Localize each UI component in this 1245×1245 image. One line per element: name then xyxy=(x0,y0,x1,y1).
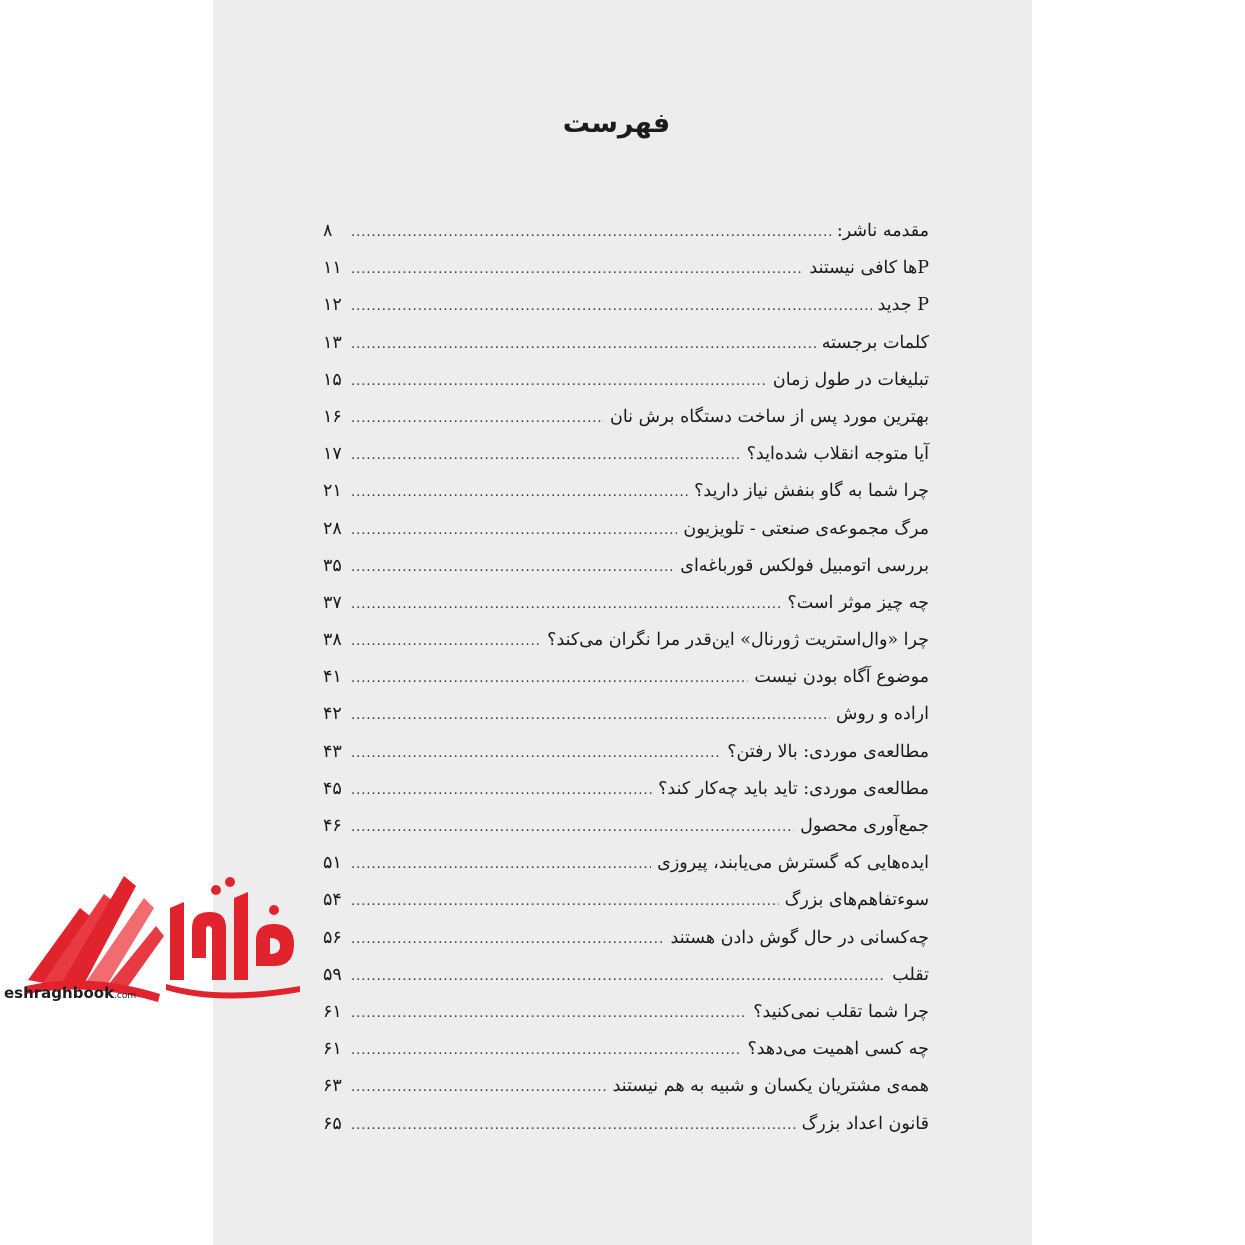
toc-entry-title: چرا شما به گاو بنفش نیاز دارید؟ xyxy=(694,481,929,502)
toc-entry-page: ۱۱ xyxy=(323,258,342,279)
toc-entry-title: چه کسی اهمیت می‌دهد؟ xyxy=(747,1039,929,1060)
toc-entry-title: همه‌ی مشتریان یکسان و شبیه به هم نیستند xyxy=(612,1076,929,1097)
toc-entry-page: ۴۶ xyxy=(323,816,342,836)
toc-leader-dots xyxy=(351,1107,796,1144)
toc-leader-dots xyxy=(351,660,748,697)
toc-entry-page: ۴۳ xyxy=(323,741,342,762)
toc-entry-title: کلمات برجسته xyxy=(821,332,929,353)
toc-entry-page: ۳۸ xyxy=(323,630,342,651)
toc-entry-page: ۴۲ xyxy=(323,704,342,725)
toc-entry-page: ۱۵ xyxy=(323,369,342,390)
toc-entry-title: بررسی اتومبیل فولکس قورباغه‌ای xyxy=(680,555,929,576)
toc-leader-dots xyxy=(351,437,741,474)
toc-entry-title: Pها کافی نیستند xyxy=(809,258,929,279)
toc-leader-dots xyxy=(351,549,674,586)
toc-entry-title: قانون اعداد بزرگ xyxy=(801,1113,929,1134)
toc-entry-page: ۳۵ xyxy=(323,555,342,576)
toc-entry-title: چرا «وال‌استریت ژورنال» این‌قدر مرا نگران می‌کند؟ xyxy=(547,630,929,651)
toc-entry-title: ایده‌هایی که گسترش می‌یابند، پیروزی xyxy=(657,853,929,874)
toc-leader-dots xyxy=(351,809,794,846)
toc-entry xyxy=(323,250,929,287)
toc-entry xyxy=(323,287,929,324)
toc-entry-page: ۵۴ xyxy=(323,890,342,911)
toc-entry-title: مطالعه‌ی موردی: بالا رفتن؟ xyxy=(727,741,929,762)
toc-leader-dots xyxy=(351,512,677,549)
watermark-site xyxy=(4,984,136,1002)
toc-entry-page: ۵۶ xyxy=(323,927,342,948)
toc-entry-page: ۱۳ xyxy=(323,332,342,353)
toc-leader-dots xyxy=(351,995,747,1032)
toc-entry-title: بهترین مورد پس از ساخت دستگاه برش نان xyxy=(610,406,929,427)
toc-leader-dots xyxy=(351,474,688,511)
toc-entry-page: ۴۵ xyxy=(323,778,342,799)
toc-leader-dots xyxy=(351,1069,607,1106)
watermark-site-domain: .com xyxy=(114,991,137,1001)
toc-entry-title: تبلیغات در طول زمان xyxy=(772,369,929,390)
toc-entry-title: جمع‌آوری محصول xyxy=(800,816,929,836)
toc-entry-title: مطالعه‌ی موردی: تاید باید چه‌کار کند؟ xyxy=(658,778,929,799)
toc-leader-dots xyxy=(351,846,651,883)
toc-entry xyxy=(323,808,929,845)
toc-leader-dots xyxy=(351,288,872,325)
toc-leader-dots xyxy=(351,921,665,958)
toc-entry xyxy=(323,994,929,1031)
toc-entry xyxy=(323,1031,929,1068)
toc-entry-page: ۶۳ xyxy=(323,1076,342,1097)
toc-entry-title: مقدمه ناشر: xyxy=(836,221,929,241)
toc-entry-page: ۵۹ xyxy=(323,964,342,985)
toc-entry xyxy=(323,771,929,808)
toc-leader-dots xyxy=(351,735,721,772)
toc-entry xyxy=(323,845,929,882)
toc-entry-page: ۱۶ xyxy=(323,406,342,427)
toc-entry-page: ۱۲ xyxy=(323,295,342,316)
toc-entry-page: ۶۱ xyxy=(323,1039,342,1060)
toc-leader-dots xyxy=(351,326,816,363)
toc-leader-dots xyxy=(351,883,779,920)
toc-entry-page: ۵۱ xyxy=(323,853,342,874)
toc-entry xyxy=(323,659,929,696)
toc-entry xyxy=(323,399,929,436)
toc-entry-title: مرگ مجموعه‌ی صنعتی - تلویزیون xyxy=(683,518,929,539)
toc-entry xyxy=(323,622,929,659)
toc-entry xyxy=(323,436,929,473)
table-of-contents xyxy=(323,213,929,1143)
toc-entry-page: ۳۷ xyxy=(323,592,342,613)
toc-entry xyxy=(323,548,929,585)
toc-leader-dots xyxy=(351,363,767,400)
toc-entry xyxy=(323,696,929,733)
toc-entry-title: تقلب xyxy=(892,964,929,985)
toc-entry xyxy=(323,325,929,362)
toc-entry-title: P جدید xyxy=(877,295,929,316)
toc-entry-page: ۱۷ xyxy=(323,444,342,465)
toc-entry xyxy=(323,957,929,994)
toc-entry-page: ۶۱ xyxy=(323,1001,342,1022)
toc-entry-page: ۸ xyxy=(323,221,333,241)
watermark-site-name: eshraghbook xyxy=(4,984,115,1002)
toc-entry xyxy=(323,585,929,622)
toc-entry xyxy=(323,473,929,510)
toc-entry xyxy=(323,1068,929,1105)
toc-entry xyxy=(323,920,929,957)
toc-leader-dots xyxy=(351,623,541,660)
toc-entry-title: سوءتفاهم‌های بزرگ xyxy=(784,890,929,911)
toc-leader-dots xyxy=(351,400,604,437)
toc-leader-dots xyxy=(351,1032,741,1069)
toc-entry xyxy=(323,511,929,548)
toc-leader-dots xyxy=(351,214,831,251)
toc-entry-page: ۶۵ xyxy=(323,1113,342,1134)
toc-entry-title: آیا متوجه انقلاب شده‌اید؟ xyxy=(746,444,929,465)
toc-entry xyxy=(323,882,929,919)
toc-entry-title: چه چیز موثر است؟ xyxy=(787,592,929,613)
toc-entry-page: ۲۸ xyxy=(323,518,342,539)
page-title: فهرست xyxy=(562,108,671,139)
toc-entry xyxy=(323,734,929,771)
toc-entry xyxy=(323,362,929,399)
toc-leader-dots xyxy=(351,697,830,734)
toc-entry-title: چرا شما تقلب نمی‌کنید؟ xyxy=(753,1001,929,1022)
toc-entry xyxy=(323,1106,929,1143)
toc-leader-dots xyxy=(351,586,781,623)
toc-leader-dots xyxy=(351,958,886,995)
toc-entry xyxy=(323,213,929,250)
toc-leader-dots xyxy=(351,772,652,809)
toc-entry-page: ۴۱ xyxy=(323,667,342,688)
toc-entry-title: اراده و روش xyxy=(836,704,929,725)
toc-leader-dots xyxy=(351,251,803,288)
toc-entry-title: موضوع آگاه بودن نیست xyxy=(754,667,929,688)
toc-entry-title: چه‌کسانی در حال گوش دادن هستند xyxy=(670,927,929,948)
toc-entry-page: ۲۱ xyxy=(323,481,342,502)
